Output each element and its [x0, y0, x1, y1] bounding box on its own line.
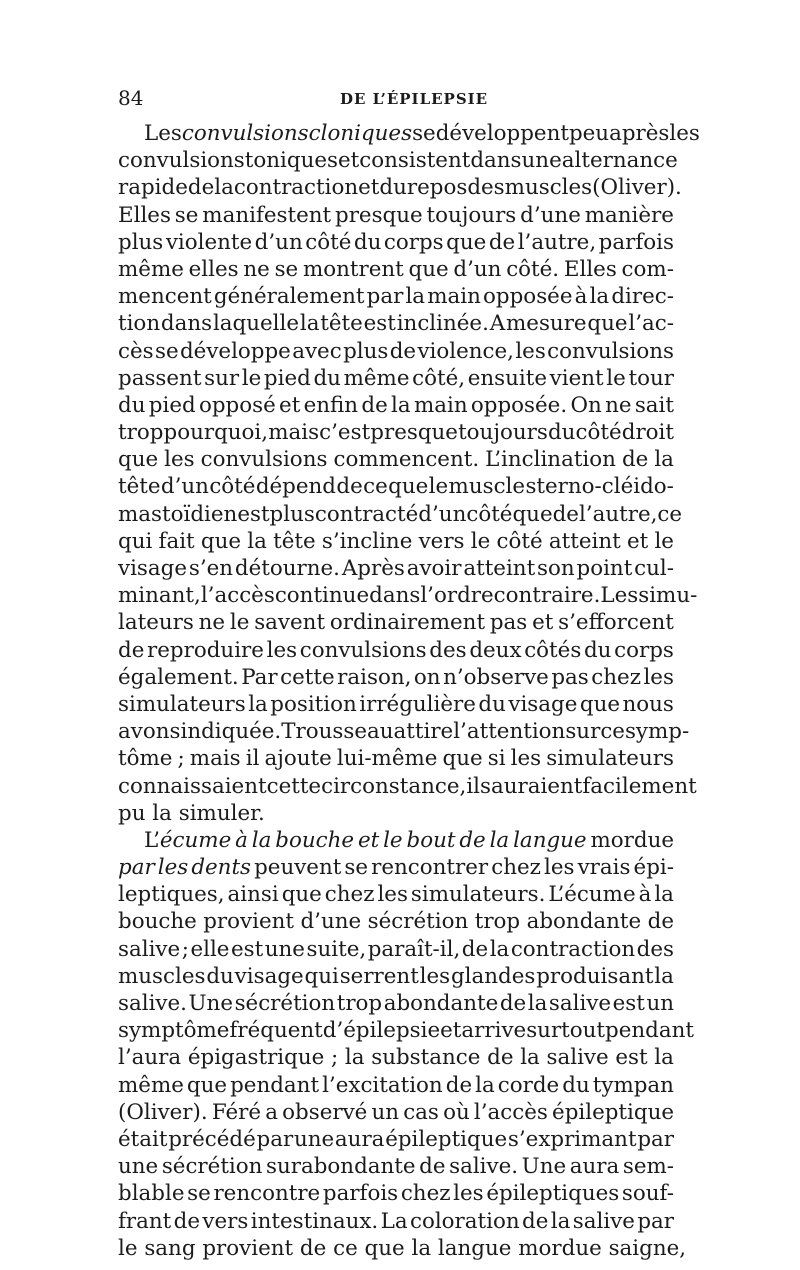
text-line: mastoïdien est plus contracté d’un côté que de l’autre, ce — [118, 501, 683, 527]
text-line: muscles du visage qui serrent les glandes produisant la — [118, 963, 674, 989]
text-line: trop pourquoi, mais c’est presque toujours du côté droit — [118, 420, 674, 446]
text-line: blable se rencontre parfois chez les épileptiques souf- — [118, 1181, 674, 1207]
text-line: tion dans laquelle la tête est inclinée. A mesure que l’ac- — [118, 311, 674, 337]
text-line: du pied opposé et enfin de la main opposée. On ne sait — [118, 392, 674, 418]
text-line: tôme ; mais il ajoute lui-même que si les simulateurs — [118, 746, 674, 772]
text-line: l’aura épigastrique ; la substance de la salive est la — [118, 1045, 674, 1071]
text-line: connaissaient cette circonstance, ils auraient facilement — [118, 773, 697, 799]
text-line: simulateurs la position irrégulière du visage que nous — [118, 691, 674, 717]
body-text — [118, 120, 700, 1262]
text-line: une sécrétion surabondante de salive. Une aura sem- — [118, 1154, 674, 1180]
text-line: symptôme fréquent d’épilepsie et arrive surtout pendant — [118, 1018, 694, 1044]
text-line: minant, l’accès continue dans l’ordre contraire. Les simu- — [118, 583, 698, 609]
text-line: (Oliver). Féré a observé un cas où l’accès épileptique — [118, 1099, 674, 1125]
text-line: cès se développe avec plus de violence, les convulsions — [118, 338, 674, 364]
text-line: par les dents peuvent se rencontrer chez les vrais épi- — [118, 855, 674, 881]
text-line: leptiques, ainsi que chez les simulateurs. L’écume à la — [118, 882, 674, 908]
text-line: également. Par cette raison, on n’observe pas chez les — [118, 664, 674, 690]
page-header — [118, 86, 674, 116]
text-line: tête d’un côté dépend de ce que le muscle sterno-cléido- — [118, 474, 674, 500]
text-line: qui fait que la tête s’incline vers le côté atteint et le — [118, 528, 674, 554]
text-line: avons indiquée. Trousseau attire l’attention sur ce symp- — [118, 719, 690, 745]
paragraph-ecume-a-la-bouche — [118, 827, 694, 1262]
text-line: L’écume à la bouche et le bout de la langue mordue — [144, 827, 674, 853]
text-line: convulsions toniques et consistent dans une alternance — [118, 148, 678, 174]
text-line: que les convulsions commencent. L’inclination de la — [118, 447, 674, 473]
text-line: passent sur le pied du même côté, ensuite vient le tour — [118, 365, 674, 391]
text-line: de reproduire les convulsions des deux côtés du corps — [118, 637, 674, 663]
text-line: plus violente d’un côté du corps que de l’autre, parfois — [118, 229, 674, 255]
text-line: pu la simuler. — [118, 800, 265, 826]
text-line: mencent généralement par la main opposée à la direc- — [118, 284, 674, 310]
text-line: salive ; elle est une suite, paraît-il, de la contraction des — [118, 936, 674, 962]
page-number: 84 — [118, 86, 144, 110]
text-line: était précédé par une aura épileptique s’exprimant par — [118, 1126, 674, 1152]
book-page — [118, 86, 700, 1262]
text-line: le sang provient de ce que la langue mordue saigne, — [118, 1235, 687, 1261]
text-line: Elles se manifestent presque toujours d’une manière — [118, 202, 674, 228]
running-title: DE L’ÉPILEPSIE — [340, 90, 489, 108]
text-line: rapide de la contraction et du repos des muscles (Oliver). — [118, 175, 682, 201]
text-line: même elles ne se montrent que d’un côté. Elles com- — [118, 256, 674, 282]
text-line: Les convulsions cloniques se développent peu après les — [144, 121, 700, 146]
text-line: salive. Une sécrétion trop abondante de la salive est un — [118, 991, 674, 1016]
text-line: visage s’en détourne. Après avoir atteint son point cul- — [118, 556, 674, 581]
paragraph-convulsions-cloniques — [118, 120, 700, 827]
text-line: frant de vers intestinaux. La coloration de la salive par — [118, 1208, 674, 1234]
text-line: même que pendant l’excitation de la corde du tympan — [118, 1072, 674, 1098]
text-line: bouche provient d’une sécrétion trop abondante de — [118, 909, 674, 935]
text-line: lateurs ne le savent ordinairement pas et s’efforcent — [118, 610, 674, 636]
